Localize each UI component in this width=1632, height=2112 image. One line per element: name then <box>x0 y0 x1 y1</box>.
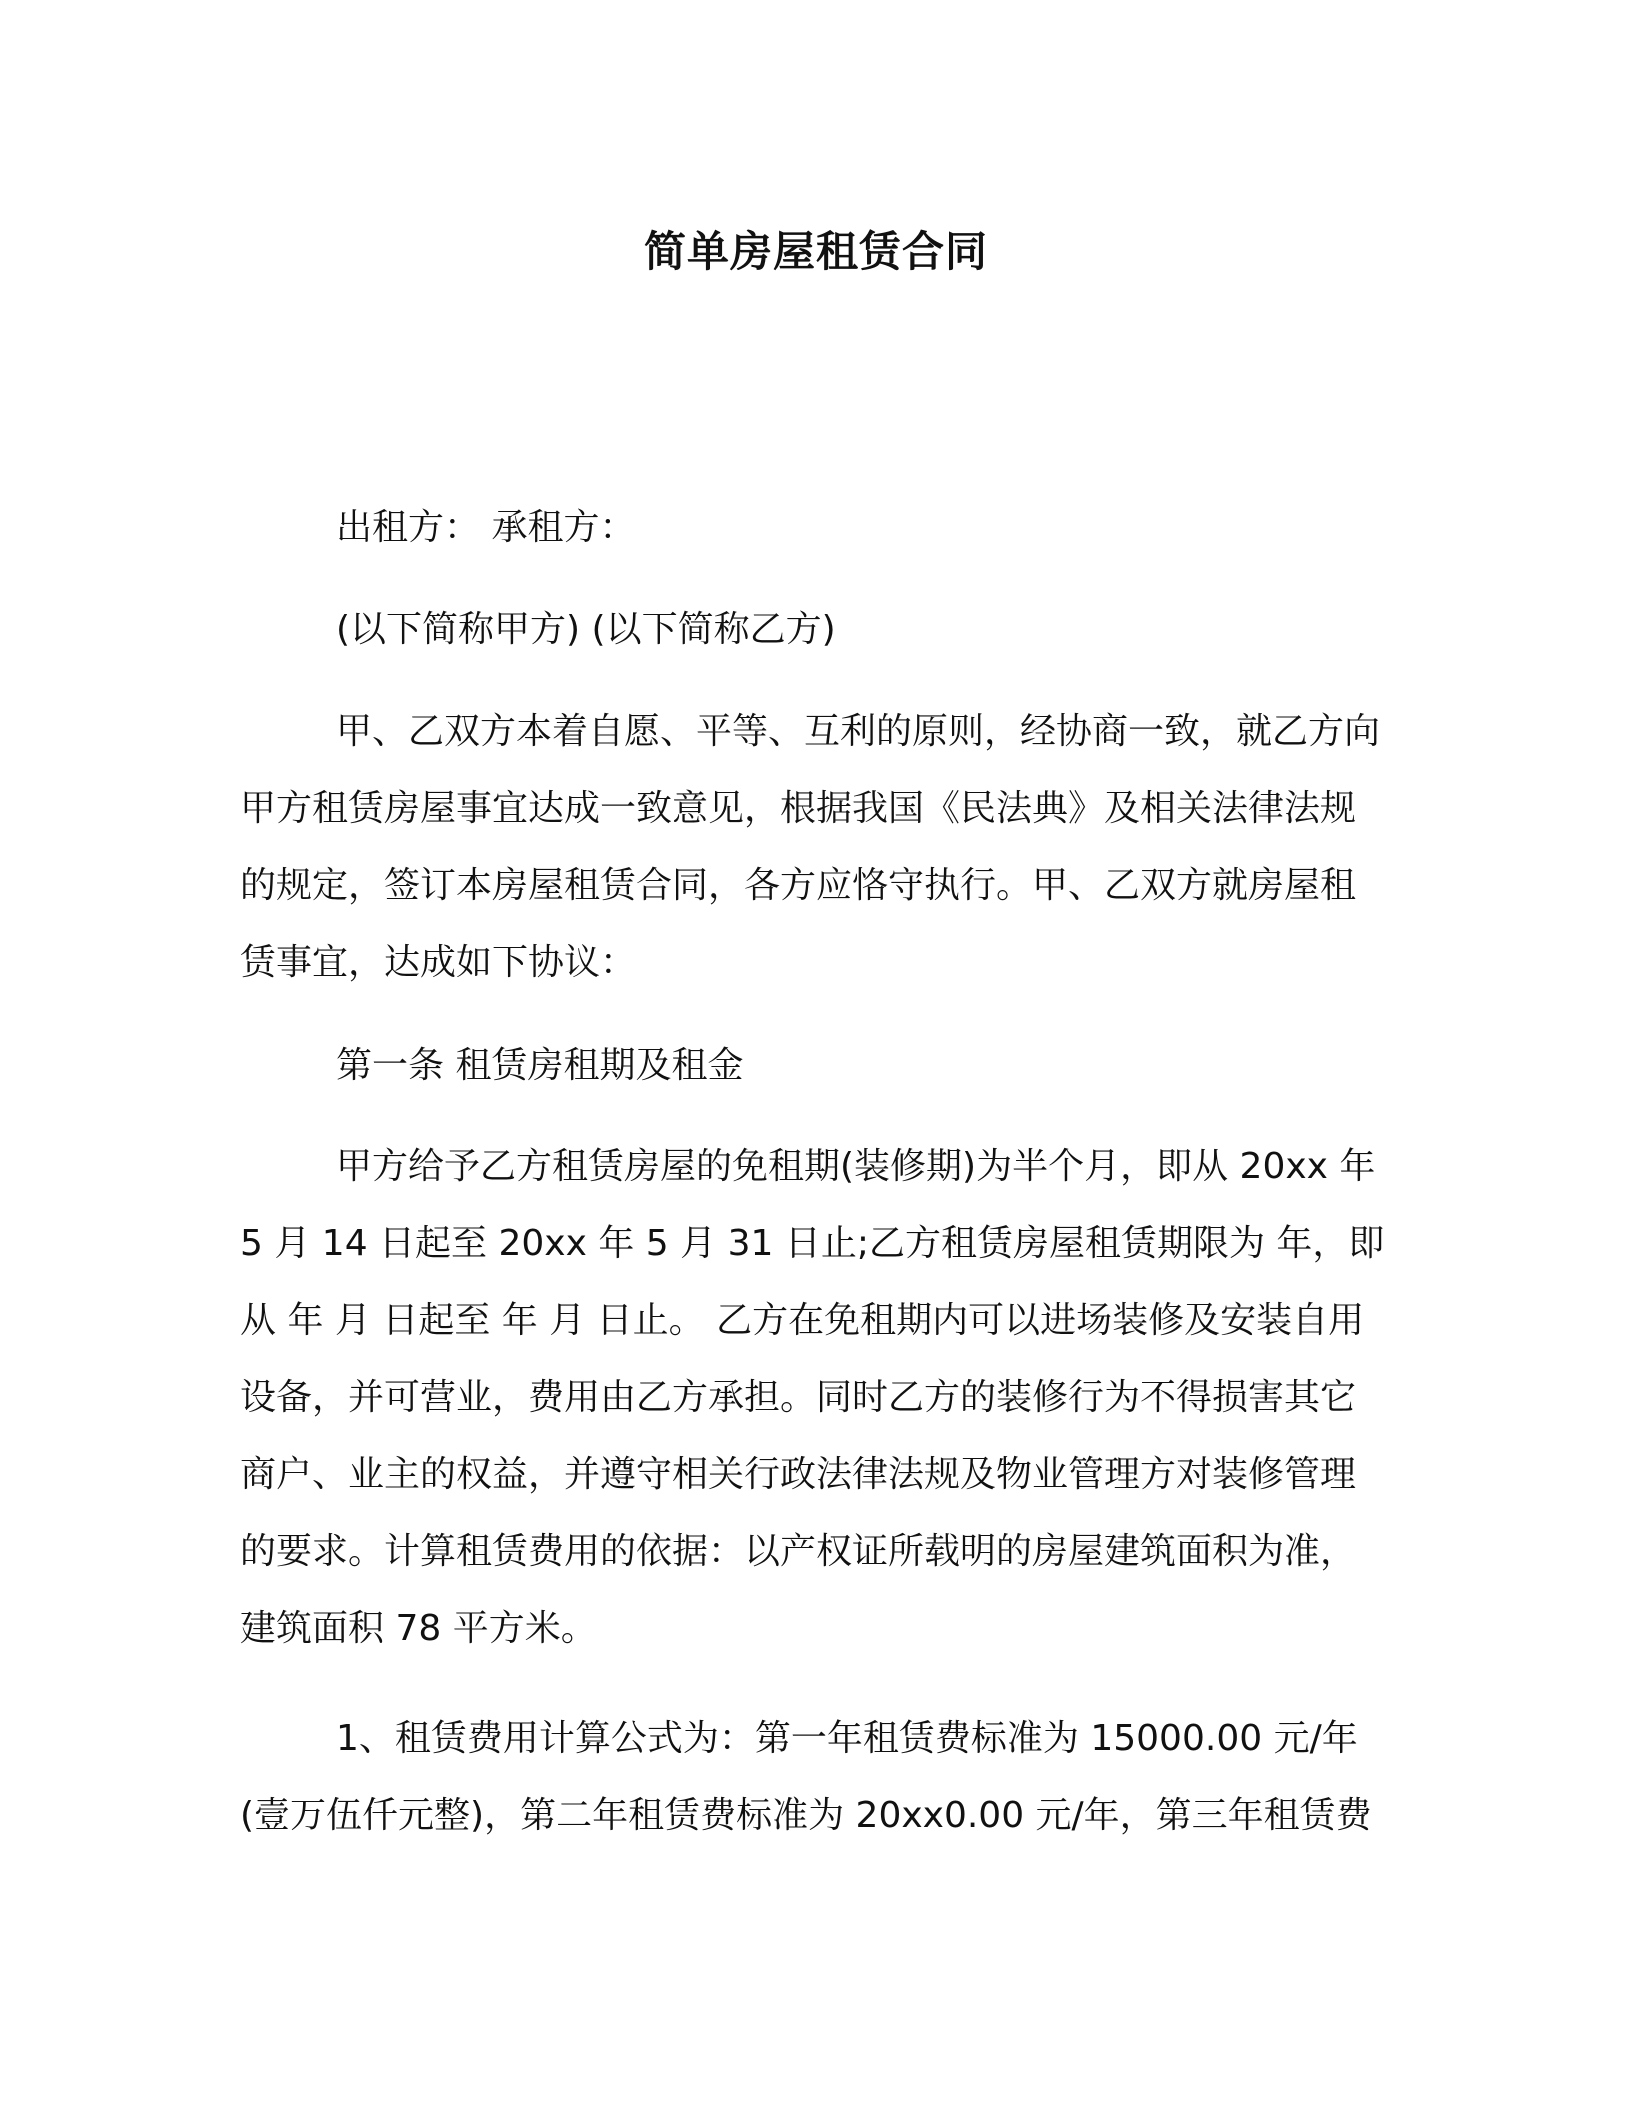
clause-1-paragraph: 1、租赁费用计算公式为：第一年租赁费标准为 15000.00 元/年(壹万伍仟元整)，第二年租赁费标准为 20xx0.00 元/年，第三年租赁费 <box>240 1718 1372 1836</box>
article-1-body: 甲方给予乙方租赁房屋的免租期(装修期)为半个月，即从 20xx 年 5 月 14 日起至 20xx 年 5 月 31 日止;乙方租赁房屋租赁期限为 年，即从 年 月 日起至 年 月 日止。 乙方在免租期内可以进场装修及安装自用设备，并可营业，费用由乙方承担。同时乙方的装修行为不得损害其它商户、业主的权益，并遵守相关行政法律法规及物业管理方对装修管理的要求。计算租赁费用的依据：以产权证所载明的房屋建筑面积为准，建筑面积 78 平方米。 <box>240 1146 1385 1649</box>
aliases-line: (以下简称甲方) (以下简称乙方) <box>336 609 836 650</box>
parties-line: 出租方： 承租方： <box>336 507 636 548</box>
document-title: 简单房屋租赁合同 <box>643 227 988 276</box>
article-1-heading: 第一条 租赁房租期及租金 <box>336 1045 744 1086</box>
preamble-paragraph: 甲、乙双方本着自愿、平等、互利的原则，经协商一致，就乙方向甲方租赁房屋事宜达成一致意见，根据我国《民法典》及相关法律法规的规定，签订本房屋租赁合同，各方应恪守执行。甲、乙双方就房屋租赁事宜，达成如下协议： <box>240 711 1381 983</box>
